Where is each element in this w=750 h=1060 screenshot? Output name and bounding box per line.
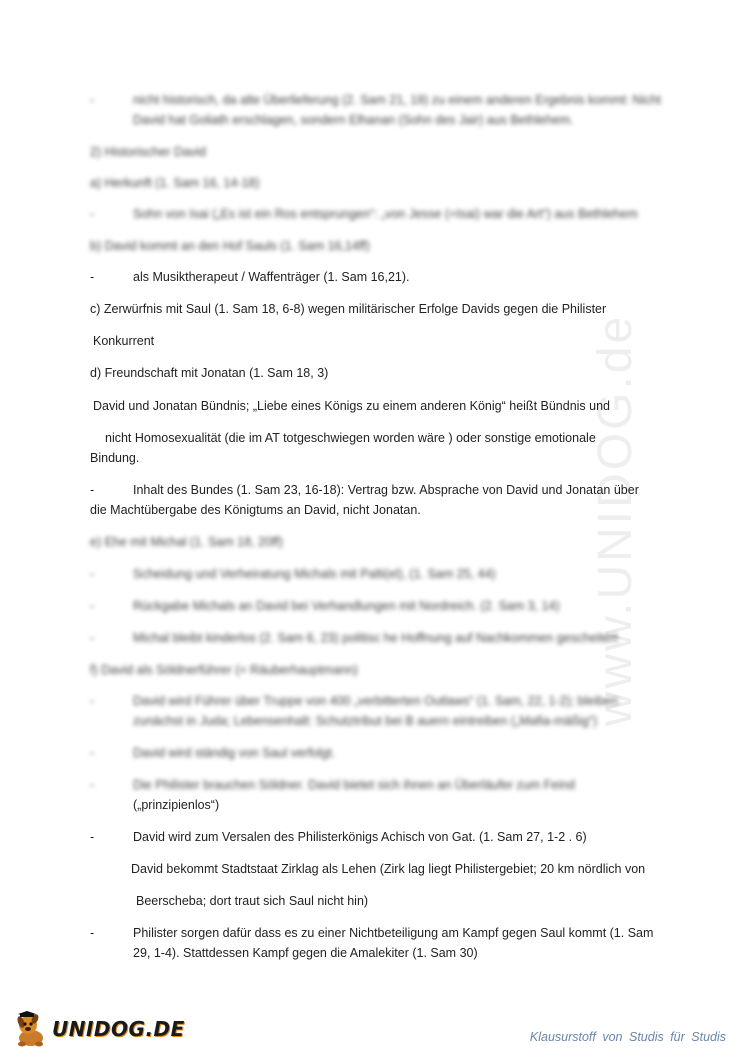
bullet-dash: - (90, 483, 95, 497)
paragraph-text: die Machtübergabe des Königtums an David, nicht Jonatan. (90, 503, 421, 517)
bullet-dash: - (90, 778, 95, 792)
blurred-text: Scheidung und Verheiratung Michals mit Palti(el), (1. Sam 25, 44) (133, 567, 496, 581)
bullet-dash: - (90, 93, 95, 107)
footer-slogan: Klausurstoff von Studis für Studis (529, 1030, 726, 1044)
paragraph-text: David und Jonatan Bündnis; „Liebe eines Königs zu einem anderen König“ heißt Bündnis und (93, 399, 611, 413)
paragraph-text: Konkurrent (93, 334, 155, 348)
subheading: b) David kommt an den Hof Sauls (1. Sam 16,14ff) (90, 239, 370, 253)
subheading: a) Herkunft (1. Sam 16, 14-18) (90, 176, 260, 190)
paragraph-text: Bindung. (90, 451, 140, 465)
subheading: c) Zerwürfnis mit Saul (1. Sam 18, 6-8) wegen militärischer Erfolge Davids gegen die Philister (90, 302, 607, 316)
blurred-text: David wird ständig von Saul verfolgt. (133, 746, 336, 760)
subheading: e) Ehe mit Michal (1. Sam 18, 20ff) (90, 535, 283, 549)
paragraph-text: Beerscheba; dort traut sich Saul nicht hin) (136, 894, 369, 908)
paragraph-text: David wird zum Versalen des Philisterkönigs Achisch von Gat. (1. Sam 27, 1-2 . 6) (133, 830, 587, 844)
bullet-dash: - (90, 926, 95, 940)
bullet-dash: - (90, 567, 95, 581)
bullet-dash: - (90, 746, 95, 760)
paragraph-text: 29, 1-4). Stattdessen Kampf gegen die Amalekiter (1. Sam 30) (133, 946, 478, 960)
subheading: f) David als Söldnerführer (= Räuberhauptmann) (90, 663, 358, 677)
blurred-text: Die Philister brauchen Söldner. David bietet sich ihnen an Überläufer zum Feind (133, 778, 575, 792)
bullet-dash: - (90, 207, 95, 221)
paragraph-text: Philister sorgen dafür dass es zu einer Nichtbeteiligung am Kampf gegen Saul kommt (1. Sam (133, 926, 654, 940)
blurred-text: zunächst in Juda; Lebensenhalt: Schutztribut bei B auern eintreiben („Mafia-mäßig“) (133, 714, 598, 728)
dog-mascot-icon (12, 1010, 50, 1048)
blurred-text: Sohn von Isai („Es ist ein Ros entsprungen“: „von Jesse (=Isai) war die Art“) aus Bethlehem (133, 207, 638, 221)
bullet-dash: - (90, 631, 95, 645)
paragraph-text: als Musiktherapeut / Waffenträger (1. Sam 16,21). (133, 270, 410, 284)
section-heading: 2) Historischer David (90, 145, 207, 159)
blurred-text: David wird Führer über Truppe von 400 „verbitterten Outlaws“ (1. Sam, 22, 1-2); bleiben (133, 694, 618, 708)
blurred-text: Michal bleibt kinderlos (2. Sam 6, 23) politisc he Hoffnung auf Nachkommen gescheitert (133, 631, 618, 645)
paragraph-text: („prinzipienlos“) (133, 798, 220, 812)
paragraph-text: Inhalt des Bundes (1. Sam 23, 16-18): Vertrag bzw. Absprache von David und Jonatan über (133, 483, 639, 497)
bullet-dash: - (90, 599, 95, 613)
bullet-dash: - (90, 830, 95, 844)
paragraph-text: nicht Homosexualität (die im AT totgeschwiegen worden wäre ) oder sonstige emotionale (105, 431, 596, 445)
blurred-text: nicht historisch, da alte Überlieferung (2. Sam 21, 19) zu einem anderen Ergebnis kommt: Nicht David hat Goliath erschlagen, sondern Elhanan (Sohn des Jair) aus Bethlehem. (133, 93, 662, 127)
blurred-text: Rückgabe Michals an David bei Verhandlungen mit Nordreich. (2. Sam 3, 14) (133, 599, 560, 613)
bullet-dash: - (90, 694, 95, 708)
bullet-dash: - (90, 270, 95, 284)
logo-text: UNIDOG.DE (52, 1017, 185, 1041)
subheading: d) Freundschaft mit Jonatan (1. Sam 18, 3) (90, 366, 329, 380)
paragraph-text: David bekommt Stadtstaat Zirklag als Lehen (Zirk lag liegt Philistergebiet; 20 km nördlich von (131, 862, 646, 876)
watermark: www.UNIDOG.de (589, 313, 642, 727)
unidog-logo (12, 1010, 185, 1048)
